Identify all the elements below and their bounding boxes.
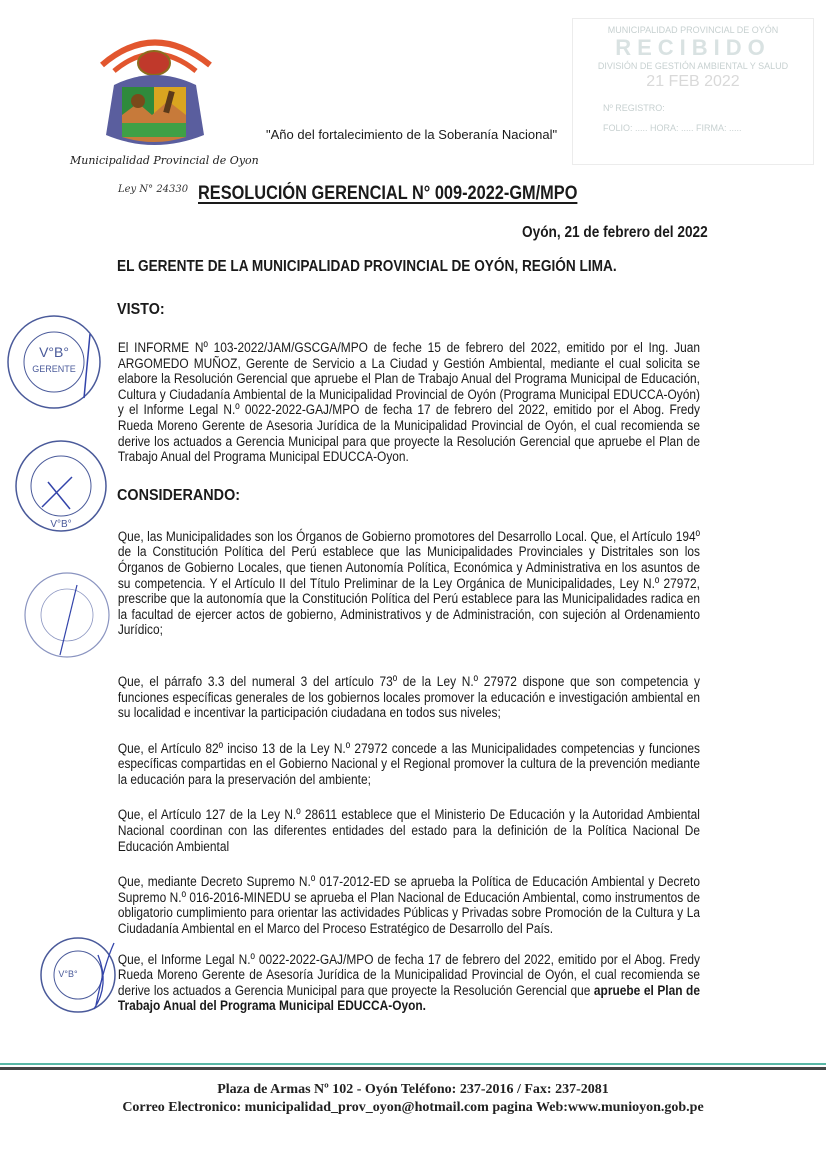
issuer-heading: EL GERENTE DE LA MUNICIPALIDAD PROVINCIAL DE OYÓN, REGIÓN LIMA. bbox=[117, 258, 617, 275]
considerando-p6 bbox=[118, 953, 700, 1015]
considerando-p3: Que, el Artículo 82º inciso 13 de la Ley N.º 27972 concede a las Municipalidades competencias y funciones específicas compartidas en el Gobierno Nacional y el Regional promover la cultura de la prevención mediante la educación para la preservación del ambiente; bbox=[117, 740, 700, 788]
document-date: Oyón, 21 de febrero del 2022 bbox=[522, 224, 708, 241]
year-slogan: "Año del fortalecimiento de la Soberanía Nacional" bbox=[266, 127, 558, 142]
svg-text:V°B°: V°B° bbox=[50, 519, 72, 530]
received-stamp bbox=[572, 18, 814, 165]
visto-text: El INFORME Nº 103-2022/JAM/GSCGA/MPO de feche 15 de febrero del 2022, emitido por el Ing. Juan ARGOMEDO MUÑOZ, Gerente de Servicio a La Ciudad y Gestión Ambiental, mediante el cual solicita se elabore la Resolución Gerencial que apruebe el Plan de Trabajo Anual del Programa Municipal de Educación, Cultura y Ciudadanía Ambiental de la Municipalidad Provincial de Oyón (Programa Municipal EDUCCA-Oyón) y el Informe Legal N.º 0022-2022-GAJ/MPO de fecha 17 de febrero del 2022, emitido por el Abog. Fredy Rueda Moreno Gerente de Asesoria Jurídica de la Municipalidad Provincial de Oyón, el cual recomienda se derive los actuados a Gerencia Municipal para que proyecte la Resolución Gerencial que apruebe el Plan de Trabajo Anual del Programa Municipal EDUCCA-Oyon. bbox=[117, 340, 700, 466]
footer-contact: Correo Electronico: municipalidad_prov_oyon@hotmail.com pagina Web:www.munioyon.gob.pe bbox=[122, 1100, 704, 1115]
paragraph-text: Que, el Informe Legal N.º 0022-2022-GAJ/MPO de fecha 17 de febrero del 2022, emitido por el Abog. Fredy Rueda Moreno Gerente de Asesoría Jurídica de la Municipalidad Provincial de Oyón, el cual recomienda se derive los actuados a Gerencia Municipal para que proyecte la Resolución Gerencial que bbox=[117, 951, 700, 999]
seal-asesoria-juridica bbox=[12, 437, 110, 535]
stamp-received: RECIBIDO bbox=[615, 35, 771, 60]
footer-accent-rule bbox=[0, 1063, 826, 1065]
considerando-p4: Que, el Artículo 127 de la Ley N.º 28611 establece que el Ministerio De Educación y la Autoridad Ambiental Nacional coordinan con las diferentes entidades del estado para la definición de la Política Nacional De Educación Ambiental bbox=[117, 807, 700, 855]
resolution-title: RESOLUCIÓN GERENCIAL N° 009-2022-GM/MPO bbox=[198, 183, 578, 204]
considerando-p2: Que, el párrafo 3.3 del numeral 3 del artículo 73º de la Ley N.º 27972 dispone que son competencia y funciones específicas generales de los gobiernos locales promover la educación e investigación ambiental en su localidad e incentivar la participación ciudadana en todos sus niveles; bbox=[117, 673, 700, 722]
svg-text:V°B°: V°B° bbox=[39, 344, 69, 360]
considerando-p5: Que, mediante Decreto Supremo N.º 017-2012-ED se aprueba la Política de Educación Ambiental y Decreto Supremo N.º 016-2016-MINEDU se aprueba el Plan Nacional de Educación Ambiental, como instrumentos de obligatorio cumplimiento para orientar las actividades Públicas y Privadas sobre Promoción de la Cultura y La Ciudadanía Ambiental en el Marco del Proceso Estratégico de Desarrollo del País. bbox=[117, 874, 700, 938]
body-column bbox=[117, 300, 700, 1035]
visto-heading: VISTO: bbox=[117, 301, 165, 318]
stamp-folio: FOLIO: ..... HORA: ..... FIRMA: ..... bbox=[603, 123, 742, 133]
paragraph-bold-text: apruebe el Plan de Trabajo Anual del Programa Municipal EDUCCA-Oyon. bbox=[117, 982, 700, 1015]
law-number: Ley N° 24330 bbox=[118, 184, 189, 195]
stamp-registro: Nº REGISTRO: bbox=[603, 103, 665, 113]
footer-rule bbox=[0, 1067, 826, 1070]
svg-text:GERENTE: GERENTE bbox=[32, 364, 76, 374]
footer-address: Plaza de Armas Nº 102 - Oyón Teléfono: 237-2016 / Fax: 237-2081 bbox=[217, 1082, 609, 1097]
considerando-p1: Que, las Municipalidades son los Órganos de Gobierno promotores del Desarrollo Local. Que, el Artículo 194º de la Constitución Política del Perú establece que las Municipalidades Provinciales y Distritales son los Órganos de Gobierno Locales, que tienen Autonomía Política, Económica y Administrativa en los asuntos de su competencia. Y el Artículo II del Título Preliminar de la Ley Orgánica de Municipalidades, Ley N.º 27972, prescribe que la autonomía que la Constitución Política del Perú establece para las Municipalidades radica en la facultad de ejercer actos de gobierno, Administrativos y de Administración, con sujeción al Ordenamiento Jurídico; bbox=[117, 528, 700, 639]
stamp-date: 21 FEB 2022 bbox=[646, 73, 740, 90]
seal-gerente-municipal bbox=[4, 312, 104, 412]
considerando-heading: CONSIDERANDO: bbox=[117, 486, 241, 504]
seal-gestion-ambiental bbox=[38, 935, 118, 1015]
coat-of-arms-logo bbox=[92, 25, 222, 150]
stamp-line: MUNICIPALIDAD PROVINCIAL DE OYÓN bbox=[607, 25, 779, 35]
stamp-line: DIVISIÓN DE GESTIÓN AMBIENTAL Y SALUD bbox=[597, 61, 789, 71]
seal-gerencia-servicio bbox=[22, 570, 112, 660]
municipality-script-name: Municipalidad Provincial de Oyon bbox=[70, 154, 259, 167]
svg-text:V°B°: V°B° bbox=[58, 969, 78, 979]
